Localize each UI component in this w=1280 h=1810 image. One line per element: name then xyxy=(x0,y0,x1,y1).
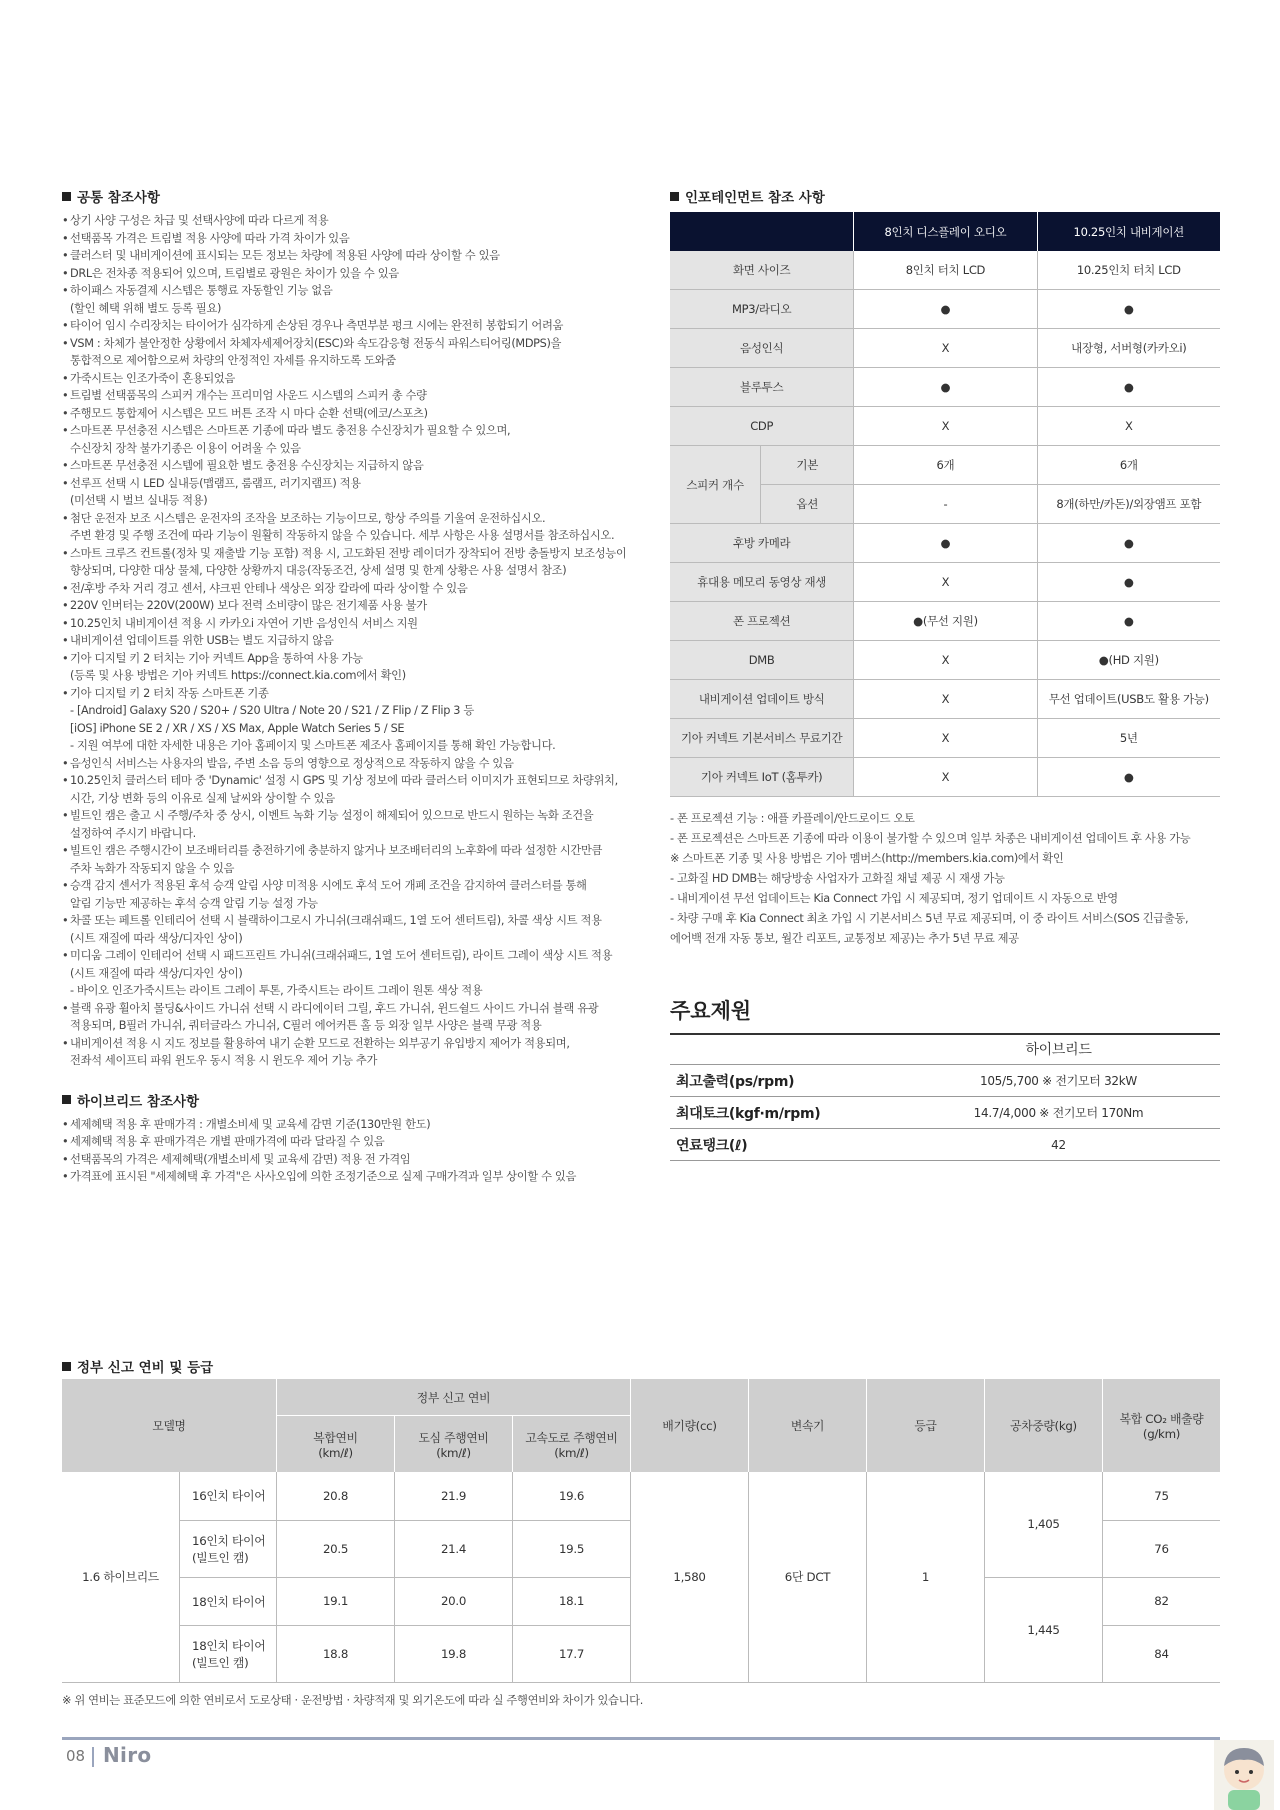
list-item: • 주행모드 통합제어 시스템은 모드 버튼 조작 시 마다 순환 선택(에코/스포츠) xyxy=(62,405,642,423)
table-row xyxy=(670,251,1220,290)
fuel-weight: 1,445 xyxy=(985,1577,1103,1682)
fuel-city: 19.8 xyxy=(395,1625,513,1682)
fuel-table xyxy=(62,1379,1220,1683)
table-row xyxy=(670,1129,1220,1161)
fuel-weight: 1,405 xyxy=(985,1472,1103,1577)
table-cell: X xyxy=(854,563,1037,602)
table-header-cell xyxy=(670,212,854,251)
table-row xyxy=(670,329,1220,368)
table-cell: X xyxy=(854,758,1037,797)
left-column xyxy=(62,186,642,1186)
fuel-highway: 19.5 xyxy=(513,1520,631,1577)
fuel-highway: 19.6 xyxy=(513,1472,631,1520)
infotainment-notes xyxy=(670,809,1220,949)
table-header-cell: 10.25인치 내비게이션 xyxy=(1037,212,1220,251)
list-item: • 선택품목 가격은 트림별 적용 사양에 따라 가격 차이가 있음 xyxy=(62,230,642,248)
fuel-co2: 82 xyxy=(1103,1577,1221,1625)
fuel-tire: 18인치 타이어 xyxy=(180,1577,277,1625)
table-row xyxy=(670,602,1220,641)
table-cell: - xyxy=(854,485,1037,524)
table-cell: DMB xyxy=(670,641,854,680)
list-item: • 가격표에 표시된 "세제혜택 후 가격"은 사사오입에 의한 조정기준으로 실제 구매가격과 일부 상이할 수 있음 xyxy=(62,1168,642,1186)
table-cell: ● xyxy=(1037,290,1220,329)
common-notes-title: 공통 참조사항 xyxy=(62,186,642,206)
table-row xyxy=(670,641,1220,680)
table-cell: X xyxy=(1037,407,1220,446)
fuel-combined: 19.1 xyxy=(277,1577,395,1625)
table-cell: 기아 커넥트 IoT (홈투카) xyxy=(670,758,854,797)
fuel-co2: 84 xyxy=(1103,1625,1221,1682)
fuel-model: 1.6 하이브리드 xyxy=(62,1472,180,1682)
square-bullet-icon xyxy=(62,1362,71,1371)
table-row xyxy=(670,446,1220,485)
fuel-header-combined: 복합연비 (km/ℓ) xyxy=(277,1416,395,1473)
fuel-header-group: 정부 신고 연비 xyxy=(277,1379,631,1416)
table-row xyxy=(670,680,1220,719)
list-item: • 스마트 크루즈 컨트롤(정차 및 재출발 기능 포함) 적용 시, 고도화된 전방 레이더가 장착되어 전방 충돌방지 보조성능이 향상되며, 다양한 대상 물체, 다양한 상황까지 대응(작동조건, 상세 설명 및 한계 상황은 사용 설명서 참조) xyxy=(62,545,642,580)
table-cell: X xyxy=(854,680,1037,719)
table-cell: 무선 업데이트(USB도 활용 가능) xyxy=(1037,680,1220,719)
table-row xyxy=(670,290,1220,329)
table-row xyxy=(670,407,1220,446)
list-item: • 세제혜택 적용 후 판매가격은 개별 판매가격에 따라 달라질 수 있음 xyxy=(62,1133,642,1151)
table-cell: ● xyxy=(1037,758,1220,797)
fuel-header-co2: 복합 CO₂ 배출량 (g/km) xyxy=(1103,1379,1221,1472)
square-bullet-icon xyxy=(62,192,71,201)
table-cell: 6개 xyxy=(854,446,1037,485)
list-item: • 클러스터 및 내비게이션에 표시되는 모든 정보는 차량에 적용된 사양에 따라 상이할 수 있음 xyxy=(62,247,642,265)
list-item: • 빌트인 캠은 주행시간이 보조배터리를 충전하기에 충분하지 않거나 보조배터리의 노후화에 따라 설정한 시간만큼 주차 녹화가 작동되지 않을 수 있음 xyxy=(62,842,642,877)
table-cell: ● xyxy=(1037,368,1220,407)
fuel-tire: 16인치 타이어 (빌트인 캠) xyxy=(180,1520,277,1577)
fuel-highway: 18.1 xyxy=(513,1577,631,1625)
fuel-city: 21.4 xyxy=(395,1520,513,1577)
list-item: • 스마트폰 무선충전 시스템은 스마트폰 기종에 따라 별도 충전용 수신장치가 필요할 수 있으며, 수신장치 장착 불가기종은 이용이 어려울 수 있음 xyxy=(62,422,642,457)
list-item: • 상기 사양 구성은 차급 및 선택사양에 따라 다르게 적용 xyxy=(62,212,642,230)
table-row xyxy=(670,1097,1220,1129)
list-item: • 10.25인치 클러스터 테마 중 'Dynamic' 설정 시 GPS 및 기상 정보에 따라 클러스터 이미지가 표현되므로 차량위치, 시간, 기상 변화 등의 이유로 실제 날씨와 상이할 수 있음 xyxy=(62,772,642,807)
table-cell: ● xyxy=(1037,524,1220,563)
table-cell: X xyxy=(854,719,1037,758)
fuel-displacement: 1,580 xyxy=(631,1472,749,1682)
table-cell: 기아 커넥트 기본서비스 무료기간 xyxy=(670,719,854,758)
table-cell: ● xyxy=(854,368,1037,407)
table-row xyxy=(670,1065,1220,1097)
table-cell: 기본 xyxy=(761,446,854,485)
table-row xyxy=(670,1033,1220,1065)
table-cell: 8인치 터치 LCD xyxy=(854,251,1037,290)
fuel-header-grade: 등급 xyxy=(867,1379,985,1472)
table-row xyxy=(670,719,1220,758)
table-cell: 최고출력(ps/rpm) xyxy=(670,1065,897,1097)
fuel-co2: 76 xyxy=(1103,1520,1221,1577)
list-item: • VSM : 차체가 불안정한 상황에서 차체자세제어장치(ESC)와 속도감응형 전동식 파워스티어링(MDPS)을 통합적으로 제어함으로써 차량의 안정적인 자세를 유지하도록 도와줌 xyxy=(62,335,642,370)
table-cell: 폰 프로젝션 xyxy=(670,602,854,641)
hybrid-notes-list xyxy=(62,1116,642,1186)
table-cell: 8개(하만/카돈)/외장앰프 포함 xyxy=(1037,485,1220,524)
table-cell: 10.25인치 터치 LCD xyxy=(1037,251,1220,290)
fuel-city: 21.9 xyxy=(395,1472,513,1520)
table-cell: X xyxy=(854,641,1037,680)
table-header-row xyxy=(670,212,1220,251)
table-cell: 5년 xyxy=(1037,719,1220,758)
list-item: • 트림별 선택품목의 스피커 개수는 프리미엄 사운드 시스템의 스피커 총 수량 xyxy=(62,387,642,405)
table-cell: 음성인식 xyxy=(670,329,854,368)
table-cell: ●(무선 지원) xyxy=(854,602,1037,641)
list-item: - 내비게이션 무선 업데이트는 Kia Connect 가입 시 제공되며, 정기 업데이트 시 자동으로 반영 xyxy=(670,892,1118,905)
square-bullet-icon xyxy=(670,192,679,201)
table-row xyxy=(670,524,1220,563)
fuel-tire: 16인치 타이어 xyxy=(180,1472,277,1520)
table-cell: 42 xyxy=(897,1129,1220,1161)
infotainment-table xyxy=(670,212,1220,797)
fuel-co2: 75 xyxy=(1103,1472,1221,1520)
table-cell: 내비게이션 업데이트 방식 xyxy=(670,680,854,719)
table-cell: ● xyxy=(854,524,1037,563)
table-cell: CDP xyxy=(670,407,854,446)
mascot-icon xyxy=(1214,1740,1274,1810)
list-item: • 220V 인버터는 220V(200W) 보다 전력 소비량이 많은 전기제품 사용 불가 xyxy=(62,597,642,615)
square-bullet-icon xyxy=(62,1095,71,1104)
specs-table xyxy=(670,1033,1220,1161)
fuel-header-displacement: 배기량(cc) xyxy=(631,1379,749,1472)
table-cell: 105/5,700 ※ 전기모터 32kW xyxy=(897,1065,1220,1097)
table-cell: X xyxy=(854,329,1037,368)
list-item: • 전/후방 주차 거리 경고 센서, 샤크핀 안테나 색상은 외장 칼라에 따라 상이할 수 있음 xyxy=(62,580,642,598)
footer-separator xyxy=(92,1747,94,1767)
list-item: • 타이어 임시 수리장치는 타이어가 심각하게 손상된 경우나 측면부분 펑크 시에는 완전히 봉합되기 어려움 xyxy=(62,317,642,335)
fuel-note: ※ 위 연비는 표준모드에 의한 연비로서 도로상태 · 운전방법 · 차량적재 및 외기온도에 따라 실 주행연비와 차이가 있습니다. xyxy=(62,1694,643,1707)
model-name: Niro xyxy=(103,1743,152,1767)
list-item: • 블랙 유광 휠아치 몰딩&사이드 가니쉬 선택 시 라디에이터 그릴, 후드 가니쉬, 윈드쉴드 사이드 가니쉬 블랙 유광 적용되며, B필러 가니쉬, 쿼터글라스 가니쉬, C필러 에어커튼 홀 등 외장 일부 사양은 블랙 무광 적용 xyxy=(62,1000,642,1035)
list-item: • 기아 디지털 키 2 터치 작동 스마트폰 기종 - [Android] Galaxy S20 / S20+ / S20 Ultra / Note 20 / S21 / Z Flip / Z Flip 3 등 [iOS] iPhone SE 2 / XR / XS / XS Max, Apple Watch Series 5 / SE - 지원 여부에 대한 자세한 내용은 기아 홈페이지 및 스마트폰 제조사 홈페이지를 통해 확인 가능합니다. xyxy=(62,685,642,755)
list-item: • 내비게이션 업데이트를 위한 USB는 별도 지급하지 않음 xyxy=(62,632,642,650)
list-item: • 세제혜택 적용 후 판매가격 : 개별소비세 및 교육세 감면 기준(130만원 한도) xyxy=(62,1116,642,1134)
table-cell: ●(HD 지원) xyxy=(1037,641,1220,680)
fuel-grade: 1 xyxy=(867,1472,985,1682)
list-item: • 첨단 운전자 보조 시스템은 운전자의 조작을 보조하는 기능이므로, 항상 주의를 기울여 운전하십시오. 주변 환경 및 주행 조건에 따라 기능이 원활히 작동하지 않을 수 있습니다. 세부 사항은 사용 설명서를 참조하십시오. xyxy=(62,510,642,545)
table-cell: ● xyxy=(1037,563,1220,602)
page-number: 08 xyxy=(66,1747,86,1765)
fuel-header-weight: 공차중량(kg) xyxy=(985,1379,1103,1472)
fuel-tire: 18인치 타이어 (빌트인 캠) xyxy=(180,1625,277,1682)
list-item: - 고화질 HD DMB는 해당방송 사업자가 고화질 채널 제공 시 재생 가능 xyxy=(670,872,1005,885)
table-cell: 연료탱크(ℓ) xyxy=(670,1129,897,1161)
fuel-header-transmission: 변속기 xyxy=(749,1379,867,1472)
list-item: • 내비게이션 적용 시 지도 정보를 활용하여 내기 순환 모드로 전환하는 외부공기 유입방지 제어가 적용되며, 전좌석 세이프티 파워 윈도우 동시 적용 시 윈도우 제어 기능 추가 xyxy=(62,1035,642,1070)
table-row xyxy=(670,563,1220,602)
footer-divider xyxy=(62,1737,1220,1740)
fuel-transmission: 6단 DCT xyxy=(749,1472,867,1682)
common-notes-list xyxy=(62,212,642,1070)
hybrid-notes-title: 하이브리드 참조사항 xyxy=(62,1090,642,1110)
fuel-header-highway: 고속도로 주행연비 (km/ℓ) xyxy=(513,1416,631,1473)
table-cell: 최대토크(kgf·m/rpm) xyxy=(670,1097,897,1129)
list-item: • 승객 감지 센서가 적용된 후석 승객 알림 사양 미적용 시에도 후석 도어 개폐 조건을 감지하여 클러스터를 통해 알림 기능만 제공하는 후석 승객 알림 기능 설정 가능 xyxy=(62,877,642,912)
list-item: • 미디움 그레이 인테리어 선택 시 패드프린트 가니쉬(크래쉬패드, 1열 도어 센터트림), 라이트 그레이 색상 시트 적용 (시트 재질에 따라 색상/디자인 상이) - 바이오 인조가죽시트는 라이트 그레이 투톤, 가죽시트는 라이트 그레이 원톤 색상 적용 xyxy=(62,947,642,1000)
list-item: • 음성인식 서비스는 사용자의 발음, 주변 소음 등의 영향으로 정상적으로 작동하지 않을 수 있음 xyxy=(62,755,642,773)
fuel-combined: 20.5 xyxy=(277,1520,395,1577)
list-item: - 차량 구매 후 Kia Connect 최초 가입 시 기본서비스 5년 무료 제공되며, 이 중 라이트 서비스(SOS 긴급출동, 에어백 전개 자동 통보, 월간 리포트, 교통정보 제공)는 추가 5년 무료 제공 xyxy=(670,912,1189,945)
table-row xyxy=(62,1472,1220,1520)
specs-column-header: 하이브리드 xyxy=(897,1033,1220,1065)
table-header-cell: 8인치 디스플레이 오디오 xyxy=(854,212,1037,251)
table-cell: 화면 사이즈 xyxy=(670,251,854,290)
table-row xyxy=(670,758,1220,797)
table-cell: X xyxy=(854,407,1037,446)
fuel-header-city: 도심 주행연비 (km/ℓ) xyxy=(395,1416,513,1473)
list-item: - 폰 프로젝션은 스마트폰 기종에 따라 이용이 불가할 수 있으며 일부 차종은 내비게이션 업데이트 후 사용 가능 ※ 스마트폰 기종 및 사용 방법은 기아 멤버스(http://members.kia.com)에서 확인 xyxy=(670,832,1191,865)
list-item: • 선택품목의 가격은 세제혜택(개별소비세 및 교육세 감면) 적용 전 가격임 xyxy=(62,1151,642,1169)
table-cell: MP3/라디오 xyxy=(670,290,854,329)
table-cell: ● xyxy=(854,290,1037,329)
infotainment-title: 인포테인먼트 참조 사항 xyxy=(670,186,1220,206)
fuel-combined: 20.8 xyxy=(277,1472,395,1520)
table-cell: 6개 xyxy=(1037,446,1220,485)
list-item: • 10.25인치 내비게이션 적용 시 카카오i 자연어 기반 음성인식 서비스 지원 xyxy=(62,615,642,633)
list-item: • 선루프 선택 시 LED 실내등(맵램프, 룸램프, 러기지램프) 적용 (미선택 시 벌브 실내등 적용) xyxy=(62,475,642,510)
table-cell: 블루투스 xyxy=(670,368,854,407)
table-cell: 옵션 xyxy=(761,485,854,524)
list-item: - 폰 프로젝션 기능 : 애플 카플레이/안드로이드 오토 xyxy=(670,812,915,825)
table-cell: 14.7/4,000 ※ 전기모터 170Nm xyxy=(897,1097,1220,1129)
table-cell: ● xyxy=(1037,602,1220,641)
list-item: • 스마트폰 무선충전 시스템에 필요한 별도 충전용 수신장치는 지급하지 않음 xyxy=(62,457,642,475)
list-item: • 하이패스 자동결제 시스템은 통행료 자동할인 기능 없음 (할인 혜택 위해 별도 등록 필요) xyxy=(62,282,642,317)
fuel-title: 정부 신고 연비 및 등급 xyxy=(62,1356,213,1376)
table-row xyxy=(670,368,1220,407)
table-cell: 휴대용 메모리 동영상 재생 xyxy=(670,563,854,602)
table-cell: 스피커 개수 xyxy=(670,446,761,524)
specs-title: 주요제원 xyxy=(670,995,1220,1035)
table-cell: 내장형, 서버형(카카오i) xyxy=(1037,329,1220,368)
right-column xyxy=(670,186,1220,949)
list-item: • 빌트인 캠은 출고 시 주행/주차 중 상시, 이벤트 녹화 기능 설정이 해제되어 있으므로 반드시 원하는 녹화 조건을 설정하여 주시기 바랍니다. xyxy=(62,807,642,842)
fuel-combined: 18.8 xyxy=(277,1625,395,1682)
table-cell: 후방 카메라 xyxy=(670,524,854,563)
fuel-highway: 17.7 xyxy=(513,1625,631,1682)
list-item: • 차콜 또는 페트롤 인테리어 선택 시 블랙하이그로시 가니쉬(크래쉬패드, 1열 도어 센터트림), 차콜 색상 시트 적용 (시트 재질에 따라 색상/디자인 상이) xyxy=(62,912,642,947)
list-item: • DRL은 전차종 적용되어 있으며, 트림별로 광원은 차이가 있을 수 있음 xyxy=(62,265,642,283)
list-item: • 기아 디지털 키 2 터치는 기아 커넥트 App을 통하여 사용 가능 (등록 및 사용 방법은 기아 커넥트 https://connect.kia.com에서 확인) xyxy=(62,650,642,685)
fuel-city: 20.0 xyxy=(395,1577,513,1625)
list-item: • 가죽시트는 인조가죽이 혼용되었음 xyxy=(62,370,642,388)
fuel-header-model: 모델명 xyxy=(62,1379,277,1472)
